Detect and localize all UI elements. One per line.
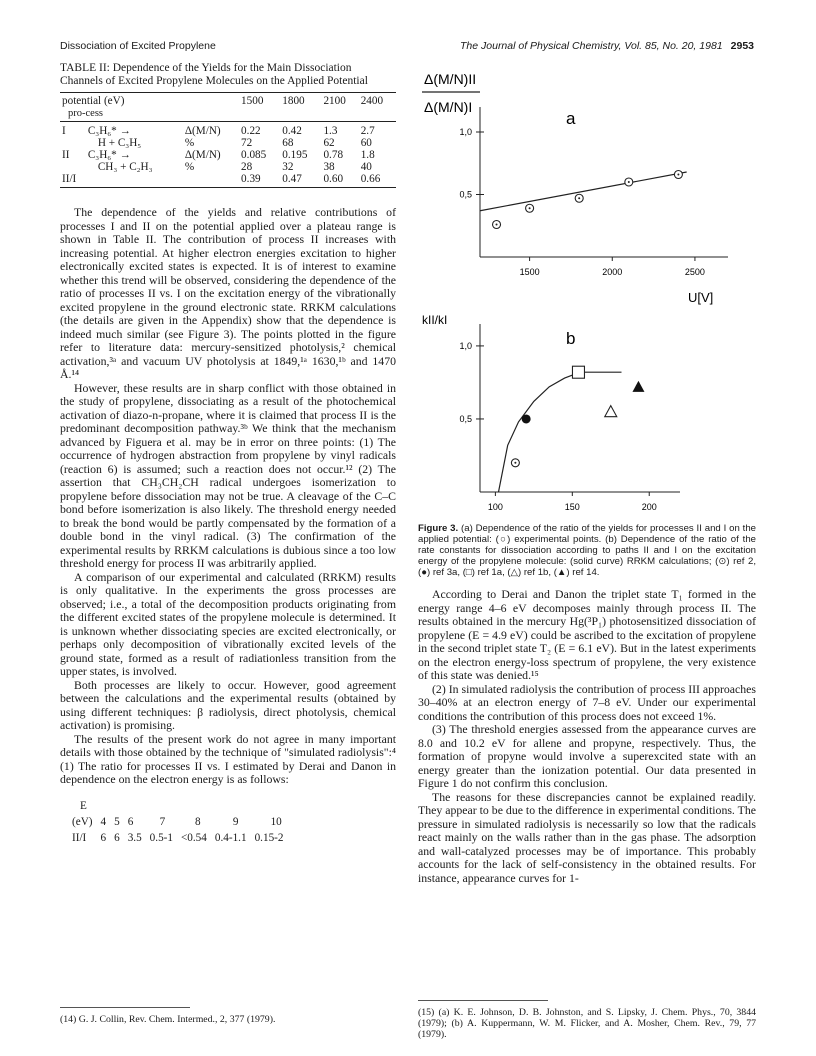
energy-cell: 7 bbox=[159, 815, 166, 828]
table-row bbox=[60, 122, 396, 138]
value-cell: 28 bbox=[241, 161, 253, 174]
value-cell: 1.3 bbox=[323, 125, 338, 138]
energy-cell: 6 bbox=[127, 815, 134, 828]
table-row bbox=[60, 173, 396, 188]
col-header: 2100 bbox=[321, 92, 358, 122]
value-cell: 0.78 bbox=[323, 149, 344, 162]
value-cell: 2.7 bbox=[360, 125, 375, 138]
ratio-cell: 3.5 bbox=[127, 831, 142, 844]
potential-label: potential (eV) bbox=[62, 94, 125, 107]
figure-caption-text: (a) Dependence of the ratio of the yields for processes II and I on the applied potential: (○) experimental points. (b) Dependence of the ratio of the rate constants for dissociation according to paths II and I on the excitation energy of the propylene molecule: (solid curve) RRKM calculations; (⊙) ref 2, (●) ref 3a, (□) ref 1a, (△) ref 1b, (▲) ref 14. bbox=[418, 523, 757, 578]
data-point bbox=[605, 406, 617, 417]
panel-a-label: a bbox=[566, 109, 576, 128]
value-cell: 68 bbox=[282, 137, 294, 150]
unit-cell: % bbox=[184, 137, 195, 150]
table-row bbox=[60, 149, 396, 161]
value-cell: 0.42 bbox=[282, 125, 302, 138]
col-header: 2400 bbox=[359, 92, 396, 122]
body-paragraph: Both processes are likely to occur. However, good agreement between the calculations and the experimental results (obtained by using different techniques: β radiolysis, direct photolysis, chemical activation) is promising. bbox=[60, 677, 396, 733]
panel-b-label: b bbox=[566, 329, 576, 348]
right-column bbox=[418, 62, 757, 1040]
figure-caption-label: Figure 3. bbox=[418, 523, 459, 534]
body-paragraph: The results of the present work do not agree in many important details with those obtained by the technique of "simulated radiolysis":⁴ (1) The ratio for processes II vs. I estimated by Derai and Danon in dependence on the electron energy is as follows: bbox=[60, 731, 396, 787]
unit-cell: % bbox=[184, 161, 195, 174]
ratio-row bbox=[72, 831, 289, 845]
journal-citation: The Journal of Physical Chemistry, Vol. 85, No. 20, 1981 bbox=[460, 40, 723, 52]
value-cell: 0.085 bbox=[241, 149, 267, 162]
a-ylabel-bottom: Δ(M/N)I bbox=[424, 99, 473, 115]
b-x-tick-label: 100 bbox=[487, 502, 503, 512]
value-cell: 1.8 bbox=[360, 149, 375, 162]
value-cell: 38 bbox=[323, 161, 335, 174]
panel-a-plot bbox=[459, 107, 728, 277]
ev-label: (eV) bbox=[72, 815, 93, 828]
reaction-cell: CH₃ + C₂H₃ bbox=[97, 161, 153, 174]
left-column bbox=[60, 62, 396, 1025]
data-point bbox=[572, 366, 584, 378]
ratio-cell: 6 bbox=[114, 831, 120, 844]
unit-cell bbox=[183, 173, 239, 188]
process-cell: I bbox=[62, 125, 66, 138]
process-cell bbox=[60, 161, 86, 173]
process-cell: II/I bbox=[60, 173, 86, 188]
body-paragraph: (3) The threshold energies assessed from the appearance curves are 8.0 and 10.2 eV for allene and propyne, respectively. Thus, the formation of propyne would involve a superexcited state with an energy greater than the ionization potential. Our data presented in Figure 1 do not confirm this conclusion. bbox=[418, 722, 756, 790]
value-cell: 0.39 bbox=[239, 173, 280, 188]
a-xlabel: U[V] bbox=[688, 290, 714, 305]
reaction-cell: H + C₃H₅ bbox=[97, 137, 142, 150]
energy-cell: 5 bbox=[114, 815, 120, 828]
process-cell: II bbox=[62, 149, 70, 162]
value-cell: 32 bbox=[282, 161, 294, 174]
figure-3-plots bbox=[418, 62, 756, 517]
value-cell: 0.60 bbox=[321, 173, 358, 188]
table-header-label bbox=[60, 92, 239, 122]
value-cell: 0.22 bbox=[241, 125, 261, 138]
value-cell: 62 bbox=[323, 137, 335, 150]
right-footnote-block bbox=[418, 990, 756, 1040]
col-header: 1800 bbox=[280, 92, 321, 122]
b-x-tick-label: 150 bbox=[564, 502, 580, 512]
energy-ratio-table bbox=[70, 797, 291, 847]
b-y-tick-label: 1,0 bbox=[459, 340, 472, 351]
e-symbol: E bbox=[80, 799, 87, 812]
data-point-center bbox=[578, 197, 580, 199]
value-cell: 72 bbox=[241, 137, 253, 150]
figure-3 bbox=[418, 62, 756, 517]
left-footnote-block bbox=[60, 997, 396, 1025]
data-point-center bbox=[496, 224, 498, 226]
reaction-cell: C₃H₆* → bbox=[87, 125, 131, 138]
data-point bbox=[632, 381, 644, 392]
running-header-left: Dissociation of Excited Propylene bbox=[60, 40, 216, 52]
table-caption: TABLE II: Dependence of the Yields for the Main Dissociation Channels of Excited Propylene Molecules on the Applied Potential bbox=[60, 62, 368, 87]
table-row bbox=[60, 161, 396, 173]
energy-cell: 9 bbox=[232, 815, 239, 828]
body-paragraph: The dependence of the yields and relative contributions of processes I and II on the potential applied over a plateau range is shown in Table II. The contribution of process II increases with increasing potential. At higher electron energies excitation to higher electronically excited states is expected. It is of interest to examine whether this trend will be observed, considering the dependence of the ratio of processes II vs. I on the excitation energy of the vibrationally excited propylene in the ground electronic state. RRKM calculations (the details are given in the Appendix) show that the dependence is indeed much similar (see Figure 3). The points plotted in the figure refer to literature data: mercury-sensitized photolysis,² chemical activation,³ᵃ and vacuum UV photolysis at 1849,¹ᵃ 1630,¹ᵇ and 1470 Å.¹⁴ bbox=[60, 205, 396, 382]
data-point-center bbox=[529, 207, 531, 209]
energy-cell: 8 bbox=[194, 815, 201, 828]
process-label: pro-cess bbox=[68, 107, 103, 119]
unit-cell: Δ(M/N) bbox=[184, 125, 221, 138]
process-cell bbox=[60, 137, 86, 149]
footnote: (14) G. J. Collin, Rev. Chem. Intermed., 2, 377 (1979). bbox=[60, 1014, 276, 1025]
panel-b-plot bbox=[459, 324, 680, 512]
energy-cell: 4 bbox=[100, 815, 107, 828]
body-paragraph: A comparison of our experimental and calculated (RRKM) results is only qualitative. In the experiments the gross processes are observed; i.e., a total of the decomposition products originating from the different excited states of the propylene molecule is determined. It is unknown whether dissociating species are excited electronically, or perhaps only decomposition of vibrationally excited levels of the ground state, formed as a result of radiationless transition from the upper states, is involved. bbox=[60, 569, 396, 679]
footnote: (15) (a) K. E. Johnson, D. B. Johnston, and S. Lipsky, J. Chem. Phys., 70, 3844 (1979); (b) A. Kuppermann, W. M. Flicker, and A. Mosher, Chem. Rev., 79, 77 (1979). bbox=[418, 1007, 756, 1040]
b-y-tick-label: 0,5 bbox=[459, 413, 472, 424]
b-x-tick-label: 200 bbox=[641, 502, 657, 512]
figure-caption bbox=[418, 523, 756, 578]
ratio-cell: 0.4-1.1 bbox=[214, 831, 247, 844]
reaction-cell bbox=[86, 173, 183, 188]
reaction-cell: C₃H₆* → bbox=[87, 149, 131, 162]
body-paragraph: (2) In simulated radiolysis the contribution of process III approaches 30–40% at an electron energy of 7–8 eV. Under our experimental conditions the contribution of this process does not exceed 1%. bbox=[418, 681, 756, 723]
ratio-cell: 6 bbox=[100, 831, 107, 844]
data-point-center bbox=[628, 181, 630, 183]
body-paragraph: However, these results are in sharp conflict with those obtained in the study of propylene, dissociating as a result of the photochemical activation of diazo-n-propane, where it is claimed that process II is the predominant decomposition pathway.³ᵇ We think that the mechanism advanced by Figuera et al. may be in error on three points: (1) The occurrence of hydrogen abstraction from propylene by vinyl radicals (reaction 6) is assumed; such a reaction does not occur.¹² (2) The assertion that CH₃CH₂CH radical undergoes isomerization to propylene before dissociation may not be true. A cleavage of the C–C bond before isomerization is also likely. The threshold energy needed to break the bond would be partly compensated by the formation of a double bond in the vinyl radical. (3) The confirmation of the experimental results by RRKM calculations is dubious since a too low threshold energy for process II was arbitrarily applied. bbox=[60, 380, 396, 571]
body-paragraph: The reasons for these discrepancies cannot be explained readily. They appear to be due to the difference in experimental conditions. The pressure in simulated radiolysis is necessarily so low that the radicals react mainly on the walls rather than in the gas phase. The adsorption and wall-catalyzed processes may be of importance. This probably accounts for the lack of self-consistency in the obtained results. For instance, appearance curves for 1- bbox=[418, 789, 756, 885]
data-point-center bbox=[677, 174, 679, 176]
ratio-label: II/I bbox=[72, 831, 87, 844]
ratio-cell: 0.5-1 bbox=[149, 831, 173, 844]
a-y-tick-label: 1,0 bbox=[459, 127, 472, 137]
b-ylabel: kII/kI bbox=[422, 313, 448, 327]
ratio-cell: 0.15-2 bbox=[254, 831, 284, 844]
data-point bbox=[522, 414, 531, 423]
value-cell: 40 bbox=[360, 161, 372, 174]
a-x-tick-label: 1500 bbox=[519, 267, 540, 277]
footnote-rule bbox=[418, 1000, 548, 1001]
unit-cell: Δ(M/N) bbox=[184, 149, 221, 162]
body-paragraph: According to Derai and Danon the triplet state T₁ formed in the energy range 4–6 eV decomposes mainly through process II. The results obtained in the mercury Hg(³P₁) photosensitized dissociation of propylene (E = 4.9 eV) could be ascribed to the excitation of propylene in the second triplet state T₂ (E = 6.1 eV). But in the latest experiments on the electron energy-loss spectrum of propylene, the very existence of this state was denied.¹⁵ bbox=[418, 587, 756, 682]
data-point-center bbox=[514, 462, 516, 464]
energy-row bbox=[72, 815, 289, 829]
value-cell: 0.195 bbox=[282, 149, 308, 162]
ratio-cell: <0.54 bbox=[180, 831, 207, 844]
table-row bbox=[60, 137, 396, 149]
a-y-tick-label: 0,5 bbox=[459, 189, 472, 200]
page-number: 2953 bbox=[730, 40, 754, 52]
running-header-right bbox=[460, 40, 754, 52]
energy-cell: 10 bbox=[270, 815, 282, 828]
a-x-tick-label: 2500 bbox=[684, 267, 705, 277]
col-header: 1500 bbox=[239, 92, 280, 122]
footnote-rule bbox=[60, 1007, 190, 1008]
value-cell: 0.66 bbox=[359, 173, 396, 188]
value-cell: 0.47 bbox=[280, 173, 321, 188]
b-rrkm-curve bbox=[499, 372, 622, 492]
a-ylabel-top: Δ(M/N)II bbox=[424, 71, 477, 87]
yields-table bbox=[60, 92, 396, 189]
a-x-tick-label: 2000 bbox=[602, 267, 623, 277]
a-fit-line bbox=[480, 172, 687, 211]
value-cell: 60 bbox=[360, 137, 372, 150]
